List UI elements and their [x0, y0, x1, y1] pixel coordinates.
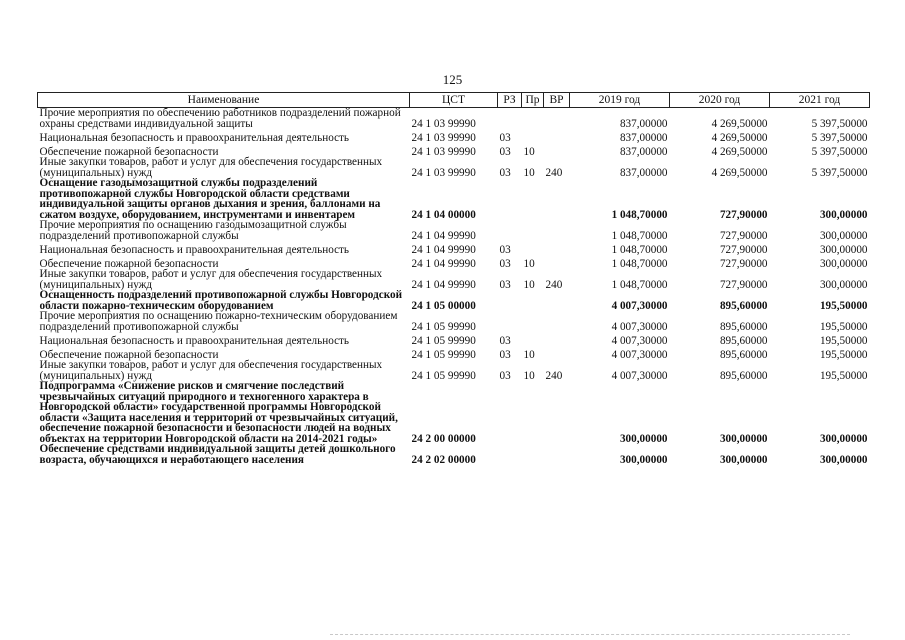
row-pr: 10: [523, 257, 535, 270]
row-pr: [522, 241, 544, 255]
row-2020: 895,60000: [719, 334, 768, 347]
row-rz: [498, 311, 522, 332]
row-name: Оснащение газодымозащитной службы подразделений противопожарной службы Новгородской области средствами индивидуальной защиты органов дыхания и зрения, баллонами на сжатом воздухе, оборудованием, инструментами и инвентарем: [39, 177, 381, 221]
header-pr: Пр: [522, 93, 544, 108]
row-2021: 300,00000: [819, 243, 868, 256]
row-vr: [544, 444, 570, 465]
row-name: Прочие мероприятия по обеспечению работников подразделений пожарной охраны средствами индивидуальной защиты: [39, 107, 401, 130]
row-vr: [544, 290, 570, 311]
table-row: [38, 220, 870, 241]
row-cst: 24 1 05 99990: [411, 334, 476, 347]
table-row: [38, 444, 870, 465]
row-name: Национальная безопасность и правоохранительная деятельность: [39, 243, 350, 256]
row-2019: 4 007,30000: [611, 320, 668, 333]
header-cst: ЦСТ: [410, 93, 498, 108]
table-row: [38, 129, 870, 143]
row-2021: 300,00000: [819, 229, 868, 242]
header-vr: ВР: [544, 93, 570, 108]
row-2020: 727,90000: [719, 278, 768, 291]
header-2019: 2019 год: [570, 93, 670, 108]
row-2019: 4 007,30000: [611, 348, 668, 361]
row-rz: 03: [499, 369, 511, 382]
row-vr: [544, 346, 570, 360]
table-row: [38, 360, 870, 381]
row-2019: 1 048,70000: [611, 208, 668, 221]
row-2021: 300,00000: [819, 432, 868, 445]
row-2019: 1 048,70000: [611, 278, 668, 291]
row-cst: 24 1 04 99990: [411, 229, 476, 242]
row-vr: [544, 220, 570, 241]
row-pr: [522, 332, 544, 346]
row-cst: 24 2 02 00000: [411, 453, 476, 466]
row-name: Иные закупки товаров, работ и услуг для обеспечения государственных (муниципальных) нужд: [39, 268, 383, 291]
row-cst: 24 1 05 99990: [411, 369, 476, 382]
row-pr: [522, 220, 544, 241]
row-2019: 1 048,70000: [611, 229, 668, 242]
row-2021: 195,50000: [819, 348, 868, 361]
row-rz: 03: [499, 278, 511, 291]
row-2019: 837,00000: [619, 117, 668, 130]
row-pr: [522, 129, 544, 143]
row-2020: 4 269,50000: [711, 117, 768, 130]
row-cst: 24 1 03 99990: [411, 131, 476, 144]
row-pr: 10: [523, 166, 535, 179]
table-row: [38, 332, 870, 346]
row-2020: 300,00000: [719, 432, 768, 445]
row-2020: 895,60000: [719, 369, 768, 382]
row-rz: 03: [499, 257, 511, 270]
row-2020: 727,90000: [719, 208, 768, 221]
row-vr: 240: [545, 369, 563, 382]
row-cst: 24 1 04 99990: [411, 278, 476, 291]
row-2019: 4 007,30000: [611, 334, 668, 347]
row-rz: 03: [499, 166, 511, 179]
row-2020: 300,00000: [719, 453, 768, 466]
row-rz: 03: [499, 334, 511, 347]
row-pr: [522, 290, 544, 311]
row-name: Обеспечение пожарной безопасности: [39, 257, 219, 270]
table-row: [38, 255, 870, 269]
row-vr: [544, 108, 570, 130]
row-rz: 03: [499, 348, 511, 361]
row-name: Иные закупки товаров, работ и услуг для обеспечения государственных (муниципальных) нужд: [39, 359, 383, 382]
row-2020: 727,90000: [719, 243, 768, 256]
header-rz: РЗ: [498, 93, 522, 108]
row-cst: 24 1 05 99990: [411, 348, 476, 361]
row-cst: 24 1 03 99990: [411, 145, 476, 158]
row-2021: 300,00000: [819, 278, 868, 291]
table-header-row: [38, 93, 870, 108]
row-pr: 10: [523, 348, 535, 361]
row-rz: 03: [499, 131, 511, 144]
table-row: [38, 290, 870, 311]
row-2021: 195,50000: [819, 334, 868, 347]
page-number: 125: [442, 72, 463, 87]
row-cst: 24 1 05 99990: [411, 320, 476, 333]
row-cst: 24 2 00 00000: [411, 432, 476, 445]
row-name: Прочие мероприятия по оснащению газодымозащитной службы подразделений противопожарной службы: [39, 219, 347, 242]
row-2020: 895,60000: [719, 348, 768, 361]
row-2019: 837,00000: [619, 166, 668, 179]
row-2020: 4 269,50000: [711, 131, 768, 144]
row-2021: 195,50000: [819, 299, 868, 312]
budget-table: [37, 92, 870, 465]
row-cst: 24 1 04 99990: [411, 257, 476, 270]
table-row: [38, 311, 870, 332]
row-cst: 24 1 04 00000: [411, 208, 476, 221]
row-pr: [522, 108, 544, 130]
header-2021: 2021 год: [770, 93, 870, 108]
row-2021: 5 397,50000: [811, 145, 868, 158]
row-rz: [498, 178, 522, 220]
row-name: Обеспечение средствами индивидуальной защиты детей дошкольного возраста, обучающихся и неработающего населения: [39, 443, 396, 466]
header-name: Наименование: [38, 93, 410, 108]
table-row: [38, 269, 870, 290]
row-vr: [544, 381, 570, 444]
row-vr: [544, 332, 570, 346]
row-name: Обеспечение пожарной безопасности: [39, 348, 219, 361]
row-pr: [522, 311, 544, 332]
row-rz: [498, 381, 522, 444]
table-row: [38, 346, 870, 360]
row-name: Прочие мероприятия по оснащению пожарно-техническим оборудованием подразделений противопожарной службы: [39, 310, 398, 333]
row-vr: [544, 255, 570, 269]
row-cst: 24 1 03 99990: [411, 166, 476, 179]
row-name: Национальная безопасность и правоохранительная деятельность: [39, 334, 350, 347]
row-name: Обеспечение пожарной безопасности: [39, 145, 219, 158]
row-pr: [522, 381, 544, 444]
row-rz: 03: [499, 145, 511, 158]
table-row: [38, 143, 870, 157]
table-row: [38, 157, 870, 178]
row-2021: 300,00000: [819, 208, 868, 221]
table-row: [38, 178, 870, 220]
row-vr: [544, 143, 570, 157]
table-row: [38, 108, 870, 130]
row-2019: 837,00000: [619, 131, 668, 144]
row-2019: 300,00000: [619, 453, 668, 466]
row-2019: 300,00000: [619, 432, 668, 445]
scan-artifact-line: [330, 634, 850, 636]
row-2020: 4 269,50000: [711, 166, 768, 179]
row-name: Иные закупки товаров, работ и услуг для обеспечения государственных (муниципальных) нужд: [39, 156, 383, 179]
row-rz: [498, 290, 522, 311]
row-pr: [522, 444, 544, 465]
row-2019: 1 048,70000: [611, 243, 668, 256]
row-pr: 10: [523, 278, 535, 291]
row-2020: 727,90000: [719, 229, 768, 242]
row-2019: 837,00000: [619, 145, 668, 158]
row-vr: 240: [545, 278, 563, 291]
row-2021: 195,50000: [819, 369, 868, 382]
row-2019: 1 048,70000: [611, 257, 668, 270]
row-name: Оснащенность подразделений противопожарной службы Новгородской области пожарно-техническим оборудованием: [39, 289, 403, 312]
row-2021: 195,50000: [819, 320, 868, 333]
row-2021: 300,00000: [819, 453, 868, 466]
row-2020: 727,90000: [719, 257, 768, 270]
row-vr: [544, 241, 570, 255]
row-rz: 03: [499, 243, 511, 256]
row-cst: 24 1 04 99990: [411, 243, 476, 256]
row-2020: 895,60000: [719, 320, 768, 333]
row-pr: 10: [523, 369, 535, 382]
row-2019: 4 007,30000: [611, 369, 668, 382]
row-name: Подпрограмма «Снижение рисков и смягчение последствий чрезвычайных ситуаций природного и техногенного характера в Новгородской области» государственной программы Новгородской области «Защита населения и территорий от чрезвычайных ситуаций, обеспечение пожарной безопасности и безопасности людей на водных объектах на территории Новгородской области на 2014-2021 годы»: [39, 380, 398, 445]
table-row: [38, 381, 870, 444]
row-cst: 24 1 03 99990: [411, 117, 476, 130]
row-name: Национальная безопасность и правоохранительная деятельность: [39, 131, 350, 144]
row-2021: 5 397,50000: [811, 117, 868, 130]
row-2021: 300,00000: [819, 257, 868, 270]
row-vr: [544, 311, 570, 332]
row-cst: 24 1 05 00000: [411, 299, 476, 312]
row-vr: 240: [545, 166, 563, 179]
row-rz: [498, 444, 522, 465]
row-2020: 895,60000: [719, 299, 768, 312]
table-row: [38, 241, 870, 255]
row-vr: [544, 129, 570, 143]
row-rz: [498, 108, 522, 130]
row-2021: 5 397,50000: [811, 166, 868, 179]
row-2019: 4 007,30000: [611, 299, 668, 312]
header-2020: 2020 год: [670, 93, 770, 108]
row-2020: 4 269,50000: [711, 145, 768, 158]
row-pr: 10: [523, 145, 535, 158]
row-rz: [498, 220, 522, 241]
row-2021: 5 397,50000: [811, 131, 868, 144]
row-pr: [522, 178, 544, 220]
row-vr: [544, 178, 570, 220]
